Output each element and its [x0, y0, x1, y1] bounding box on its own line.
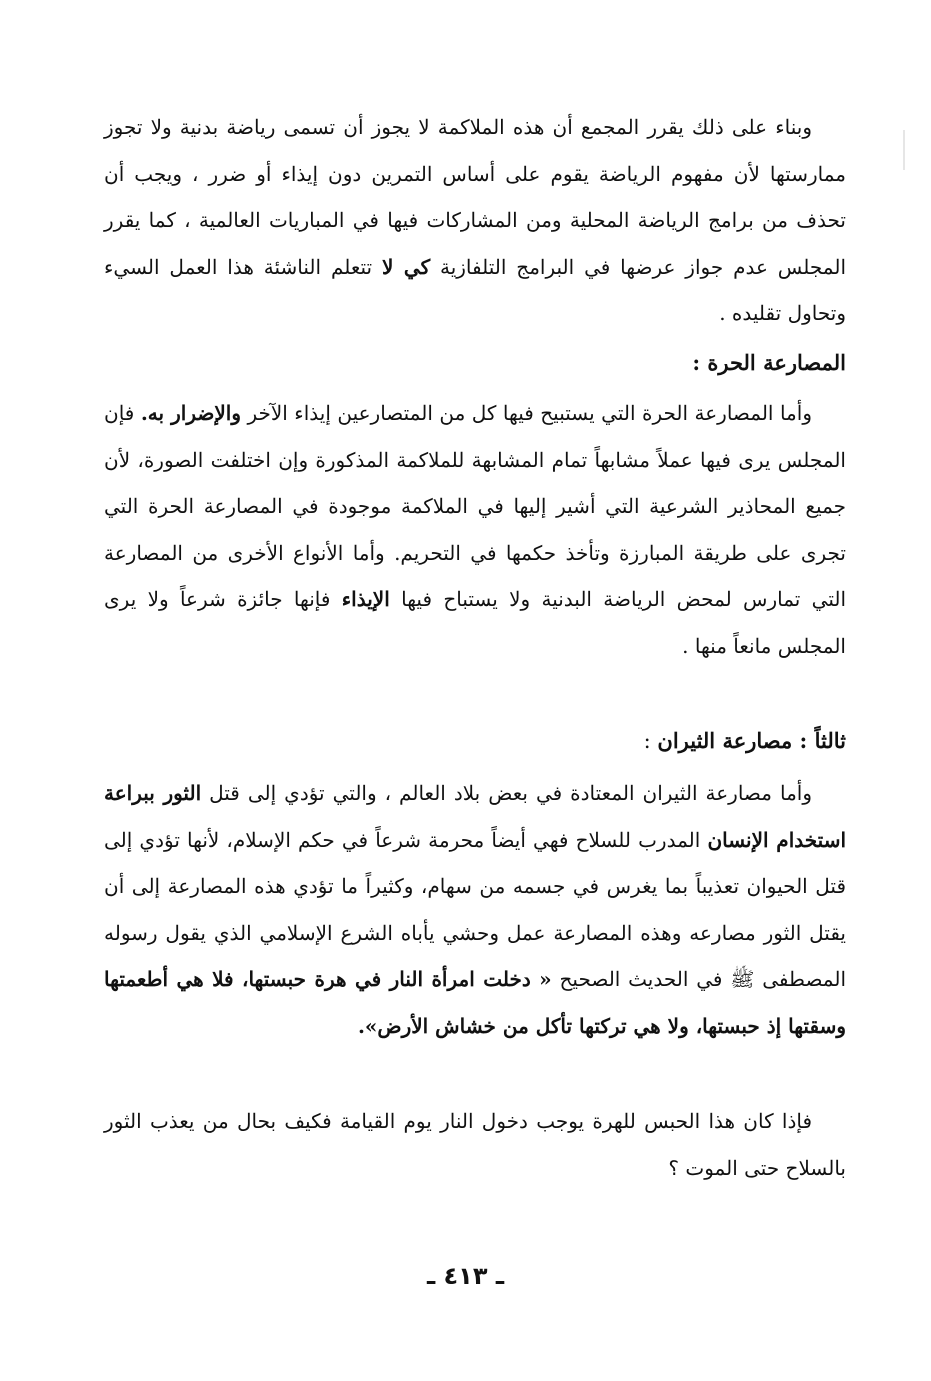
hadith-quote: « دخلت امرأة النار في هرة حبستها، فلا هي أطعمتها وسقتها إذ حبستها، ولا هي تركتها تأكل من خشاش الأرض». — [104, 967, 846, 1038]
heading-free-wrestling — [104, 340, 846, 387]
section-heading — [104, 718, 846, 765]
paragraph-text: تتعلم الناشئة هذا العمل السيء وتحاول تقليده . — [104, 254, 846, 325]
paragraph-conclusion — [104, 1098, 846, 1191]
page-number: ـ ٤١٣ ـ — [426, 1262, 505, 1290]
paragraph-text: فإنها جائزة شرعاً ولا يرى المجلس مانعاً منها . — [104, 587, 846, 658]
section-heading: المصارعة الحرة : — [692, 350, 846, 375]
paragraph-text: وأما المصارعة الحرة التي يستبيح فيها كل من المتصارعين إيذاء الآخر — [247, 401, 812, 425]
paragraph-text: فإذا كان هذا الحبس للهرة يوجب دخول النار يوم القيامة فكيف بحال من يعذب الثور بالسلاح حتى الموت ؟ — [104, 1109, 846, 1180]
paragraph-boxing-ruling — [104, 104, 846, 337]
heading-bullfighting — [104, 718, 846, 765]
paragraph-free-wrestling — [104, 390, 846, 669]
section-heading-colon: : — [643, 729, 658, 753]
bold-phrase: الإيذاء — [341, 587, 390, 611]
paragraph-text: وبناء على ذلك يقرر المجمع أن هذه الملاكمة لا يجوز أن تسمى رياضة بدنية ولا تجوز ممارستها لأن مفهوم الرياضة يقوم على أساس التمرين دون إيذاء أو ضرر ، ويجب أن تحذف من برامج الرياضة المحلية ومن المشاركات فيها في المباريات العالمية ، كما يقرر المجلس عدم جواز عرضها في البرامج التلفازية — [104, 115, 847, 279]
paragraph-bullfighting — [104, 770, 846, 1049]
paragraph-text: المدرب للسلاح فهي أيضاً محرمة شرعاً في حكم الإسلام، لأنها تؤدي إلى قتل الحيوان تعذيباً بما يغرس في جسمه من سهام، وكثيراً ما تؤدي هذه المصارعة إلى أن يقتل الثور مصارعه وهذه المصارعة عمل وحشي يأباه الشرع الإسلامي الذي يقول رسوله المصطفى ﷺ في الحديث الصحيح — [104, 827, 847, 991]
bold-phrase: الثور ببراعة استخدام الإنسان — [104, 781, 847, 852]
bold-phrase: كي لا — [382, 254, 431, 279]
bold-phrase: والإضرار به. — [140, 401, 241, 425]
paragraph-text: فإن المجلس يرى فيها عملاً مشابهاً تمام المشابهة للملاكمة المذكورة وإن اختلفت الصورة، لأن جميع المحاذير الشرعية التي أشير إليها في الملاكمة موجودة في المصارعة الحرة التي تجرى على طريقة المبارزة وتأخذ حكمها في التحريم. وأما الأنواع الأخرى من المصارعة التي تمارس لمحض الرياضة البدنية ولا يستباح فيها — [104, 401, 847, 611]
paragraph-text: وأما مصارعة الثيران المعتادة في بعض بلاد العالم ، والتي تؤدي إلى قتل — [209, 781, 812, 805]
scan-edge-mark — [903, 130, 905, 170]
section-heading-title: ثالثاً : مصارعة الثيران — [657, 728, 846, 753]
